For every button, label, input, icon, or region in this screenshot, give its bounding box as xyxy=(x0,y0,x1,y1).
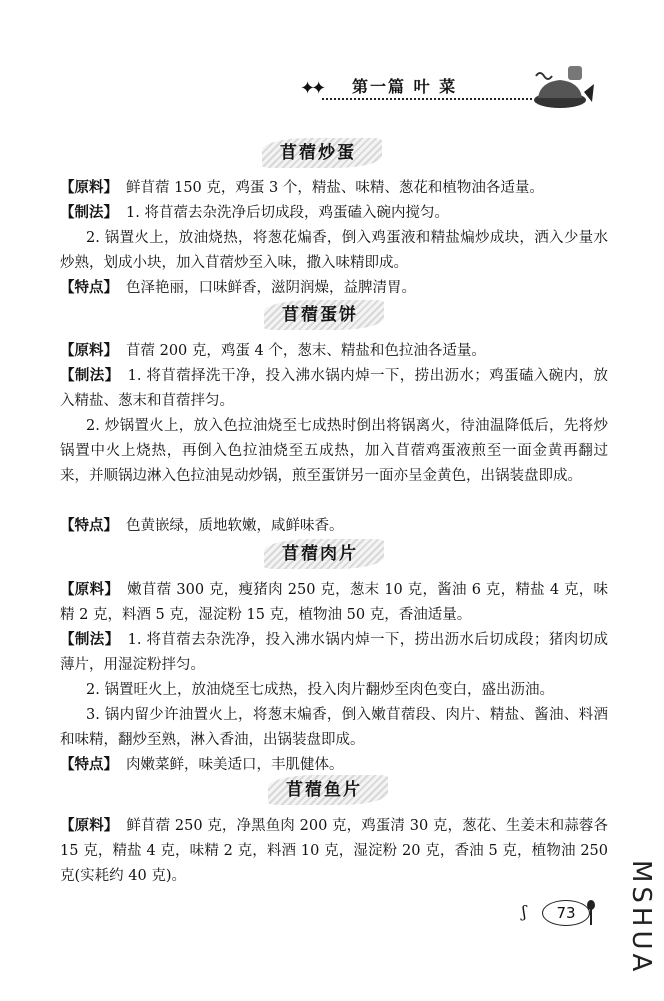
features-paragraph xyxy=(60,514,608,539)
ingredients-label: 【原料】 xyxy=(60,343,118,359)
method-step: 1. 将苜蓿去杂洗净后切成段，鸡蛋磕入碗内搅匀。 xyxy=(126,205,449,221)
method-step: 1. 将苜蓿去杂洗净，投入沸水锅内焯一下，捞出沥水后切成段；猪肉切成薄片，用湿淀粉拌匀。 xyxy=(60,632,608,673)
method-step: 2. 锅置火上，放油烧热，将葱花煸香，倒入鸡蛋液和精盐煸炒成块，洒入少量水炒熟，划成小块，加入苜蓿炒至入味，撒入味精即成。 xyxy=(60,230,608,271)
ingredients-paragraph xyxy=(60,176,608,201)
features-paragraph xyxy=(60,276,608,301)
chapter-title: 第一篇 叶 菜 xyxy=(352,77,458,96)
ingredients-label: 【原料】 xyxy=(60,180,118,196)
spoon-icon xyxy=(586,900,596,926)
method-step: 1. 将苜蓿择洗干净，投入沸水锅内焯一下，捞出沥水；鸡蛋磕入碗内，放入精盐、葱末和苜蓿拌匀。 xyxy=(60,368,608,409)
page-number-badge xyxy=(520,896,600,930)
method-label: 【制法】 xyxy=(60,632,120,648)
features-label: 【特点】 xyxy=(60,280,118,296)
ingredients-text: 苜蓿 200 克，鸡蛋 4 个，葱末、精盐和色拉油各适量。 xyxy=(126,343,486,359)
recipe-title: 苜蓿肉片 xyxy=(264,539,384,569)
recipe-title: 苜蓿蛋饼 xyxy=(264,300,384,330)
method-paragraph xyxy=(60,364,608,414)
method-step: 2. 炒锅置火上，放入色拉油烧至七成热时倒出将锅离火，待油温降低后，先将炒锅置中火上烧热，再倒入色拉油烧至五成热，加入苜蓿鸡蛋液煎至一面金黄再翻过来，并顺锅边淋入色拉油晃动炒锅，煎至蛋饼另一面亦呈金黄色，出锅装盘即成。 xyxy=(60,418,608,484)
ingredients-text: 鲜苜蓿 250 克，净黑鱼肉 200 克，鸡蛋清 30 克，葱花、生姜末和蒜蓉各 15 克，精盐 4 克，味精 2 克，料酒 10 克，湿淀粉 20 克，香油 5 克，植物油 250 克(实耗约 40 克)。 xyxy=(60,818,608,884)
ingredients-text: 嫩苜蓿 300 克，瘦猪肉 250 克，葱末 10 克，酱油 6 克，精盐 4 克，味精 2 克，料酒 5 克，湿淀粉 15 克，植物油 50 克，香油适量。 xyxy=(60,582,609,623)
recipe-title: 苜蓿炒蛋 xyxy=(262,138,382,168)
page-header xyxy=(300,72,600,112)
ingredients-label: 【原料】 xyxy=(60,582,120,598)
ingredients-text: 鲜苜蓿 150 克，鸡蛋 3 个，精盐、味精、葱花和植物油各适量。 xyxy=(126,180,544,196)
method-paragraph xyxy=(60,201,608,226)
ingredients-label: 【原料】 xyxy=(60,818,119,834)
squiggle-icon: ʃ xyxy=(522,902,527,921)
features-text: 色黄嵌绿，质地软嫩，咸鲜味香。 xyxy=(126,518,344,534)
recipe-title: 苜蓿鱼片 xyxy=(268,775,388,805)
header-divider xyxy=(322,98,532,100)
method-label: 【制法】 xyxy=(60,205,118,221)
method-paragraph xyxy=(60,628,608,678)
features-label: 【特点】 xyxy=(60,757,118,773)
chef-pot-icon xyxy=(530,62,596,112)
features-text: 肉嫩菜鲜，味美适口，丰肌健体。 xyxy=(126,757,344,773)
ingredients-paragraph xyxy=(60,339,608,364)
ingredients-paragraph xyxy=(60,578,608,628)
watermark: MSHUA xyxy=(626,860,656,976)
method-step: 3. 锅内留少许油置火上，将葱末煸香，倒入嫩苜蓿段、肉片、精盐、酱油、料酒和味精，翻炒至熟，淋入香油，出锅装盘即成。 xyxy=(60,707,608,748)
sparkle-icon: ✦✦ xyxy=(300,78,323,99)
features-text: 色泽艳丽，口味鲜香，滋阴润燥，益脾清胃。 xyxy=(126,280,416,296)
method-label: 【制法】 xyxy=(60,368,120,384)
page-number: 73 xyxy=(542,900,590,926)
ingredients-paragraph xyxy=(60,814,608,889)
features-label: 【特点】 xyxy=(60,518,118,534)
method-step: 2. 锅置旺火上，放油烧至七成热，投入肉片翻炒至肉色变白，盛出沥油。 xyxy=(86,682,554,698)
